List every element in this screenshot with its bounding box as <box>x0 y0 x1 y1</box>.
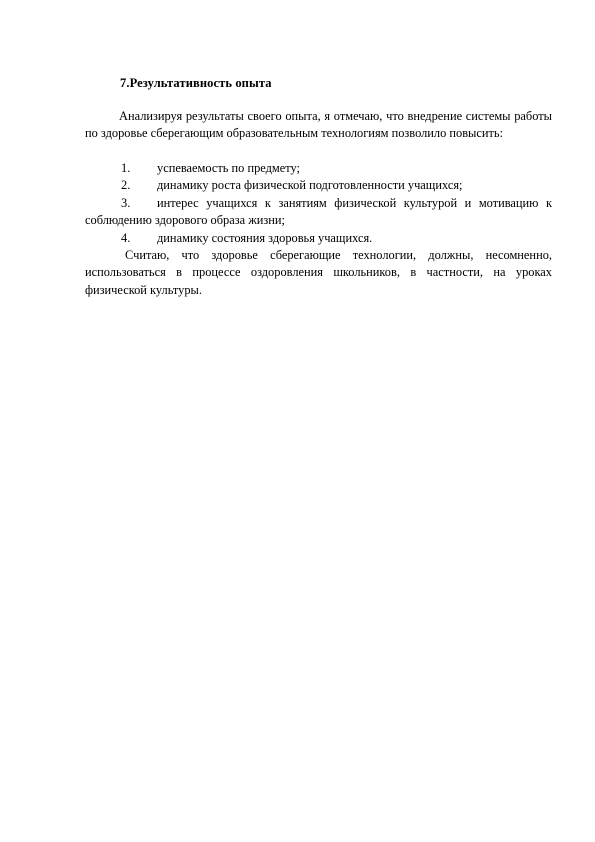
list-item-text: интерес учащихся к занятиям физической культурой и мотивацию к соблюдению здорового образа жизни; <box>85 195 552 228</box>
conclusion-paragraph: Считаю, что здоровье сберегающие технологии, должны, несомненно, использоваться в процессе оздоровления школьников, в частности, на уроках физической культуры. <box>85 248 552 297</box>
list-item <box>85 177 552 194</box>
list-item-text: успеваемость по предмету; <box>157 161 300 175</box>
list-item <box>85 160 552 177</box>
results-list <box>85 160 552 247</box>
list-item-number: 3. <box>121 195 131 210</box>
list-item-text: динамику состояния здоровья учащихся. <box>157 230 373 245</box>
list-item-text: динамику роста физической подготовленности учащихся; <box>157 178 463 193</box>
list-item <box>85 195 552 230</box>
list-item-number: 4. <box>121 230 131 245</box>
list-item-number: 1. <box>121 161 131 175</box>
list-item-number: 2. <box>121 178 131 193</box>
intro-paragraph: Анализируя результаты своего опыта, я отмечаю, что внедрение системы работы по здоровье сберегающим образовательным технологиям позволило повысить: <box>85 109 552 141</box>
section-heading: 7.Результативность опыта <box>120 76 272 90</box>
list-item <box>85 230 552 247</box>
